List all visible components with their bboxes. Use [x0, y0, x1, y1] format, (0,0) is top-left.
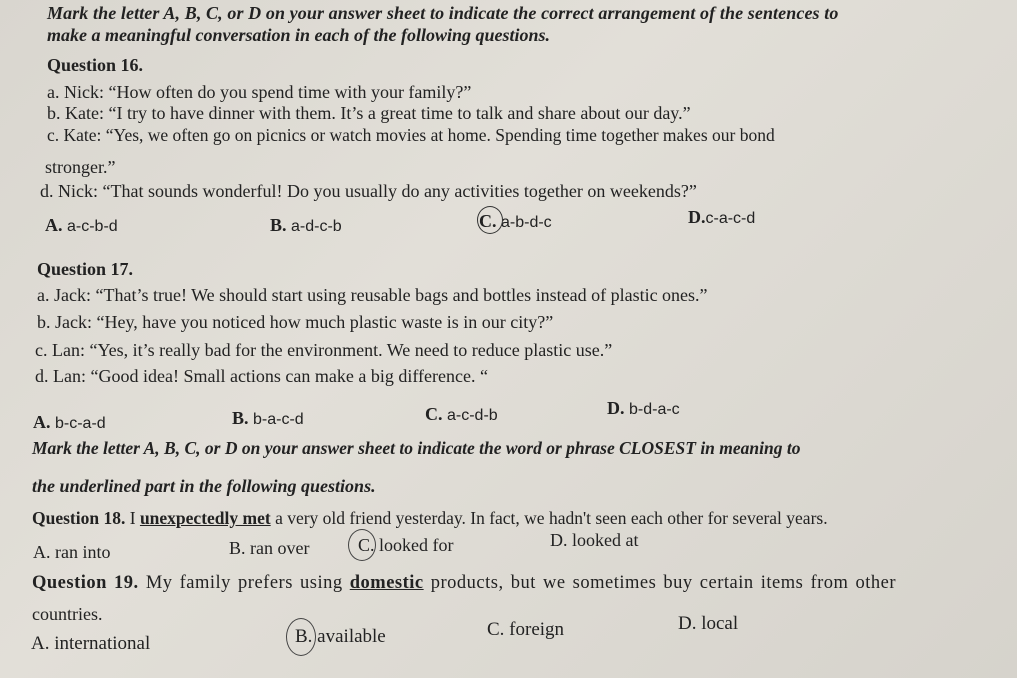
option-letter: D.	[688, 207, 706, 227]
q19-stem-line-2: countries.	[32, 604, 103, 624]
question-18-stem	[32, 510, 828, 528]
q19-pre-text: My family prefers using	[138, 573, 350, 593]
q16-sentence-c-line-1: c. Kate: “Yes, we often go on picnics or watch movies at home. Spending time together makes our bond	[47, 125, 775, 145]
option-text: a-c-d-b	[447, 407, 498, 424]
q19-option-b[interactable]: B. available	[295, 626, 386, 647]
q18-post-text: a very old friend yesterday. In fact, we hadn't seen each other for several years.	[270, 508, 828, 528]
answer-circle-mark	[286, 618, 316, 656]
q17-sentence-d: d. Lan: “Good idea! Small actions can make a big difference. “	[35, 366, 488, 386]
instruction-line-2: make a meaningful conversation in each of the following questions.	[47, 25, 551, 45]
option-letter: C.	[479, 211, 497, 231]
option-letter: B.	[270, 215, 287, 235]
q19-option-a[interactable]: A. international	[31, 633, 151, 654]
q18-pre-text: I	[125, 508, 140, 528]
option-letter: D.	[607, 398, 625, 418]
q16-option-b[interactable]	[270, 216, 342, 235]
q16-sentence-c-line-2: stronger.”	[45, 157, 116, 177]
option-text: a-b-d-c	[501, 214, 552, 231]
q19-option-d[interactable]: D. local	[678, 613, 739, 634]
q19-underlined-word: domestic	[349, 573, 424, 593]
instruction-2-line-1: Mark the letter A, B, C, or D on your answer sheet to indicate the word or phrase CLOSEST in meaning to	[32, 438, 801, 458]
question-18-heading: Question 18.	[32, 508, 126, 528]
instruction-2-line-2: the underlined part in the following questions.	[32, 476, 376, 496]
question-19-heading: Question 19.	[32, 573, 139, 593]
option-text: b-a-c-d	[253, 411, 304, 428]
option-text: b-c-a-d	[55, 415, 106, 432]
option-text: a-d-c-b	[291, 218, 342, 235]
question-16-heading: Question 16.	[47, 55, 144, 75]
q17-option-c[interactable]	[425, 405, 498, 424]
question-17-heading: Question 17.	[37, 259, 134, 279]
answer-circle-mark	[477, 206, 503, 234]
q16-sentence-b: b. Kate: “I try to have dinner with them. It’s a great time to talk and share about our day.”	[47, 103, 691, 123]
q18-option-d[interactable]: D. looked at	[550, 530, 639, 550]
option-letter: C.	[425, 404, 443, 424]
answer-circle-mark	[348, 529, 376, 561]
q17-sentence-b: b. Jack: “Hey, have you noticed how much plastic waste is in our city?”	[37, 312, 554, 332]
q16-sentence-a: a. Nick: “How often do you spend time with your family?”	[47, 82, 472, 102]
q16-option-d[interactable]	[688, 208, 755, 227]
q19-post-text: products, but we sometimes buy certain items from other	[423, 573, 897, 593]
option-text: b-d-a-c	[629, 401, 680, 418]
q17-option-a[interactable]	[33, 413, 106, 432]
question-19-stem	[32, 574, 896, 593]
option-letter: A.	[45, 215, 63, 235]
q17-sentence-a: a. Jack: “That’s true! We should start using reusable bags and bottles instead of plastic ones.”	[37, 285, 708, 305]
q16-sentence-d: d. Nick: “That sounds wonderful! Do you usually do any activities together on weekends?”	[40, 181, 697, 201]
q17-option-b[interactable]	[232, 409, 304, 428]
q17-sentence-c: c. Lan: “Yes, it’s really bad for the environment. We need to reduce plastic use.”	[35, 340, 613, 360]
q18-option-a[interactable]: A. ran into	[33, 542, 111, 562]
option-letter: A.	[33, 412, 51, 432]
q18-underlined-phrase: unexpectedly met	[139, 508, 271, 528]
q17-option-d[interactable]	[607, 399, 680, 418]
instruction-line-1: Mark the letter A, B, C, or D on your answer sheet to indicate the correct arrangement of the sentences to	[47, 3, 839, 23]
q18-option-c[interactable]: C. looked for	[358, 535, 454, 555]
q19-option-c[interactable]: C. foreign	[487, 619, 565, 640]
q18-option-b[interactable]: B. ran over	[229, 538, 310, 558]
option-text: c-a-c-d	[705, 210, 756, 227]
option-letter: B.	[232, 408, 249, 428]
q16-option-a[interactable]	[45, 216, 118, 235]
option-text: a-c-b-d	[67, 218, 118, 235]
